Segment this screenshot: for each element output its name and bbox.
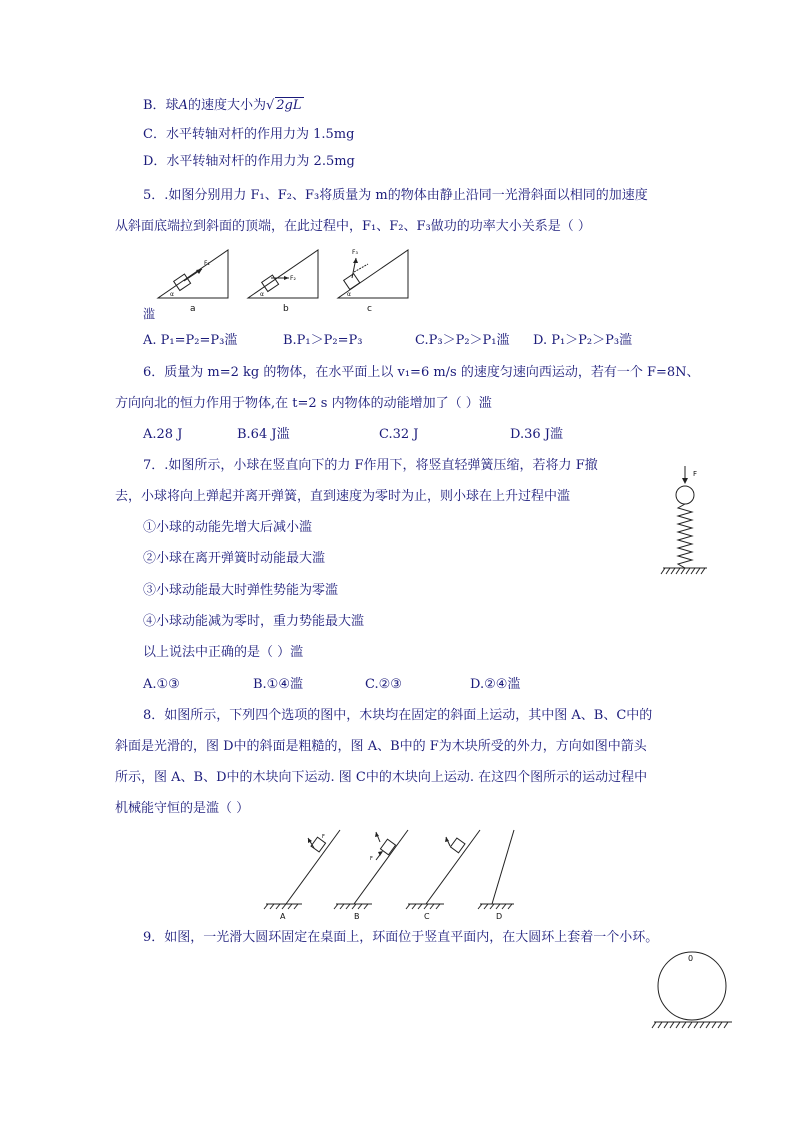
q7-spring-figure <box>655 462 715 584</box>
q7-question: 以上说法中正确的是（ ）滥 <box>143 645 304 660</box>
q8-figure-label-c: C <box>424 912 430 921</box>
q7-option-a: A.①③ <box>143 677 180 692</box>
q4-option-b-var: A <box>178 98 188 113</box>
q9-small-ring-label: 0 <box>688 954 694 963</box>
q9-ring-figure <box>650 948 740 1034</box>
q8-incline-figure <box>258 824 518 924</box>
q5-stem-line1: 5．.如图分别用力 F₁、F₂、F₃将质量为 m的物体由静止沿同一光滑斜面以相同的加速度 <box>143 188 648 203</box>
q7-statement-1: ①小球的动能先增大后减小滥 <box>143 520 313 535</box>
q8-stem-line4: 机械能守恒的是滥（ ） <box>115 801 250 816</box>
q6-option-b: B.64 J滥 <box>237 427 290 442</box>
q6-stem-line2: 方向向北的恒力作用于物体,在 t=2 s 内物体的动能增加了（ ）滥 <box>115 396 492 411</box>
q7-option-d: D.②④滥 <box>470 677 521 692</box>
q4-option-b-text: 的速度大小为 <box>187 98 266 113</box>
q7-option-b: B.①④滥 <box>253 677 303 692</box>
q5-option-c: C.P₃＞P₂＞P₁滥 <box>415 333 510 348</box>
q8-stem-line1: 8．如图所示，下列四个选项的图中，木块均在固定的斜面上运动，其中图 A、B、C中的 <box>143 708 653 723</box>
q8-figure-c <box>406 830 480 921</box>
q4-option-b-prefix: B．球 <box>143 98 179 113</box>
q7-force-label: F <box>693 470 698 478</box>
q7-option-c: C.②③ <box>365 677 402 692</box>
q4-option-b-root: 2gL <box>276 98 302 113</box>
q5-figure-label-b: b <box>283 304 289 314</box>
q8-figure-label-a: A <box>280 912 286 921</box>
q5-angle-b: α <box>260 291 264 298</box>
q8-force-label-a: F <box>322 834 325 840</box>
q4-option-c: C．水平转轴对杆的作用力为 1.5mg <box>143 127 355 142</box>
q5-force-label-2: F₂ <box>290 275 296 282</box>
q5-option-a: A. P₁=P₂=P₃滥 <box>143 333 238 348</box>
q7-statement-3: ③小球动能最大时弹性势能为零滥 <box>143 583 339 598</box>
q5-figure-c <box>338 249 408 314</box>
q6-option-a: A.28 J <box>143 427 183 442</box>
q7-stem-line2: 去，小球将向上弹起并离开弹簧，直到速度为零时为止，则小球在上升过程中滥 <box>115 489 571 504</box>
q5-incline-figure <box>140 242 420 320</box>
q5-figure-a <box>158 250 228 314</box>
q7-statement-2: ②小球在离开弹簧时动能最大滥 <box>143 551 326 566</box>
q8-force-label-b: F <box>370 856 373 862</box>
q4-option-b <box>143 97 304 114</box>
q5-angle-a: α <box>170 291 174 298</box>
q6-option-c: C.32 J <box>379 427 419 442</box>
q7-statement-4: ④小球动能减为零时，重力势能最大滥 <box>143 614 365 629</box>
q6-stem-line1: 6．质量为 m=2 kg 的物体，在水平面上以 v₁=6 m/s 的速度匀速向西运动，若有一个 F=8N、 <box>143 365 700 380</box>
q8-stem-line2: 斜面是光滑的，图 D中的斜面是粗糙的，图 A、B中的 F为木块所受的外力，方向如图中箭头 <box>115 739 647 754</box>
q5-stray-char: 滥 <box>143 307 156 321</box>
q7-stem-line1: 7．.如图所示，小球在竖直向下的力 F作用下，将竖直轻弹簧压缩，若将力 F撤 <box>143 458 598 473</box>
q8-figure-label-d: D <box>496 912 503 921</box>
q5-option-b: B.P₁＞P₂=P₃ <box>283 333 363 348</box>
q8-figure-b <box>334 830 408 921</box>
q5-stem-line2: 从斜面底端拉到斜面的顶端，在此过程中，F₁、F₂、F₃做功的功率大小关系是（ ） <box>115 219 591 234</box>
q5-figure-label-a: a <box>190 304 196 314</box>
q5-option-d: D. P₁＞P₂＞P₃滥 <box>533 333 633 348</box>
q5-force-label-1: F₁ <box>204 260 210 267</box>
q4-option-d: D．水平转轴对杆的作用力为 2.5mg <box>143 154 355 169</box>
q6-option-d: D.36 J滥 <box>510 427 563 442</box>
q5-force-label-3: F₃ <box>352 249 358 256</box>
q5-figure-b <box>248 250 318 314</box>
q5-angle-c: α <box>347 291 351 298</box>
q8-figure-a <box>264 830 340 921</box>
q9-stem-line1: 9．如图，一光滑大圆环固定在桌面上，环面位于竖直平面内，在大圆环上套着一个小环。 <box>143 930 659 945</box>
sqrt-icon: √ <box>265 98 275 113</box>
q8-figure-d <box>478 830 514 921</box>
q5-figure-label-c: c <box>367 304 372 314</box>
q8-figure-label-b: B <box>354 912 360 921</box>
q8-stem-line3: 所示，图 A、B、D中的木块向下运动. 图 C中的木块向上运动. 在这四个图所示的运动过程中 <box>115 770 648 785</box>
